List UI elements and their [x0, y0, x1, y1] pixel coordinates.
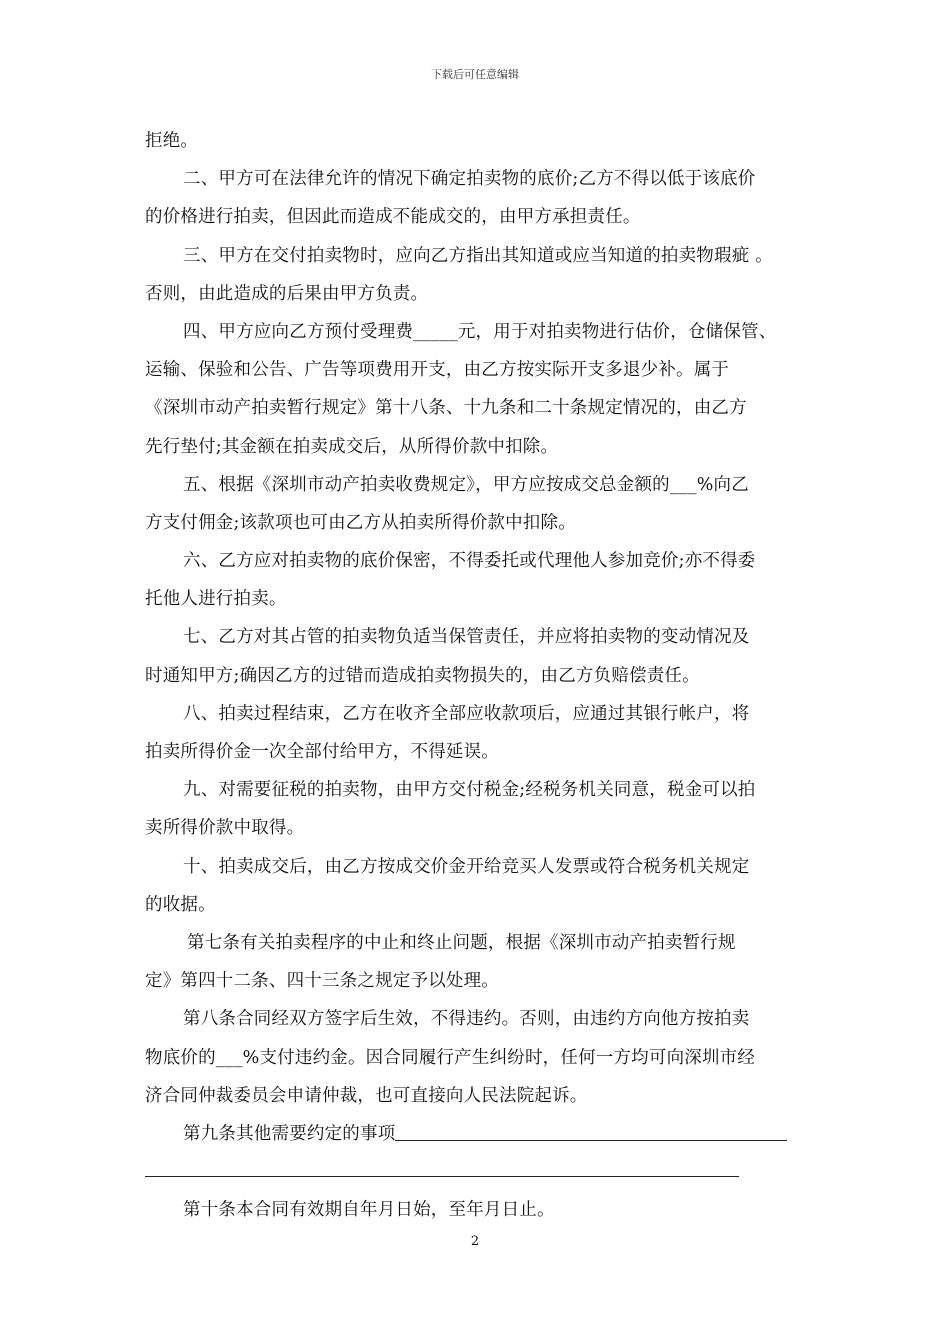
paragraph-line: 七、乙方对其占管的拍卖物负适当保管责任，并应将拍卖物的变动情况及: [183, 627, 750, 648]
paragraph-line: 拍卖所得价金一次全部付给甲方，不得延误。: [145, 742, 499, 762]
paragraph-line: 济合同仲裁委员会申请仲裁，也可直接向人民法院起诉。: [145, 1085, 588, 1106]
other-matters-line: [145, 1115, 813, 1153]
paragraph-line: 四、甲方应向乙方预付受理费_____元，用于对拍卖物进行估价，仓储保管、: [183, 321, 777, 342]
paragraph-line: 物底价的___%支付违约金。因合同履行产生纠纷时，任何一方均可向深圳市经: [145, 1047, 756, 1068]
paragraph-line: 第八条合同经双方签字后生效，不得违约。否则，由违约方向他方按拍卖: [183, 1009, 750, 1030]
page-number: 2: [470, 1234, 480, 1249]
other-matters-label: 第九条其他需要约定的事项: [183, 1123, 396, 1144]
paragraph-line: 三、甲方在交付拍卖物时，应向乙方指出其知道或应当知道的拍卖物瑕疵 。: [183, 245, 773, 266]
paragraph-line: 第七条有关拍卖程序的中止和终止问题，根据《深圳市动产拍卖暂行规: [187, 932, 736, 953]
paragraph-line: 二、甲方可在法律允许的情况下确定拍卖物的底价;乙方不得以低于该底价: [183, 169, 756, 190]
paragraph-line: 的价格进行拍卖，但因此而造成不能成交的，由甲方承担责任。: [145, 207, 641, 228]
paragraph-line: 方支付佣金;该款项也可由乙方从拍卖所得价款中扣除。: [145, 512, 576, 533]
paragraph-line: 运输、保验和公告、广告等项费用开支，由乙方按实际开支多退少补。属于: [145, 360, 730, 381]
paragraph-line: 十、拍卖成交后，由乙方按成交价金开给竞买人发票或符合税务机关规定: [183, 856, 750, 877]
page-header-note: 下载后可任意编辑: [431, 68, 519, 81]
blank-rule: [145, 1176, 739, 1177]
paragraph-line: 六、乙方应对拍卖物的底价保密，不得委托或代理他人参加竞价;亦不得委: [183, 551, 756, 572]
fill-in-blank: [395, 1116, 787, 1141]
document-body: [145, 122, 813, 1229]
fill-in-blank-line: [145, 1153, 813, 1191]
paragraph-line: 托他人进行拍卖。: [145, 589, 287, 610]
paragraph-line: 定》第四十二条、四十三条之规定予以处理。: [145, 971, 499, 992]
paragraph-line: 否则，由此造成的后果由甲方负责。: [145, 283, 429, 304]
paragraph-line: 先行垫付;其金额在拍卖成交后，从所得价款中扣除。: [145, 436, 559, 457]
paragraph-line: 时通知甲方;确因乙方的过错而造成拍卖物损失的，由乙方负赔偿责任。: [145, 665, 700, 686]
paragraph-line: 的收据。: [145, 894, 216, 915]
paragraph-line: 拒绝。: [145, 131, 199, 151]
paragraph-line: 五、根据《深圳市动产拍卖收费规定》，甲方应按成交总金额的___%向乙: [183, 474, 749, 495]
paragraph-line: 第十条本合同有效期自年月日始，至年月日止。: [183, 1200, 555, 1221]
paragraph-line: 九、对需要征税的拍卖物，由甲方交付税金;经税务机关同意，税金可以拍: [183, 780, 756, 801]
paragraph-line: 卖所得价款中取得。: [145, 818, 305, 839]
paragraph-line: 《深圳市动产拍卖暂行规定》第十八条、十九条和二十条规定情况的，由乙方: [145, 398, 747, 419]
paragraph-line: 八、拍卖过程结束，乙方在收齐全部应收款项后，应通过其银行帐户，将: [183, 703, 750, 724]
